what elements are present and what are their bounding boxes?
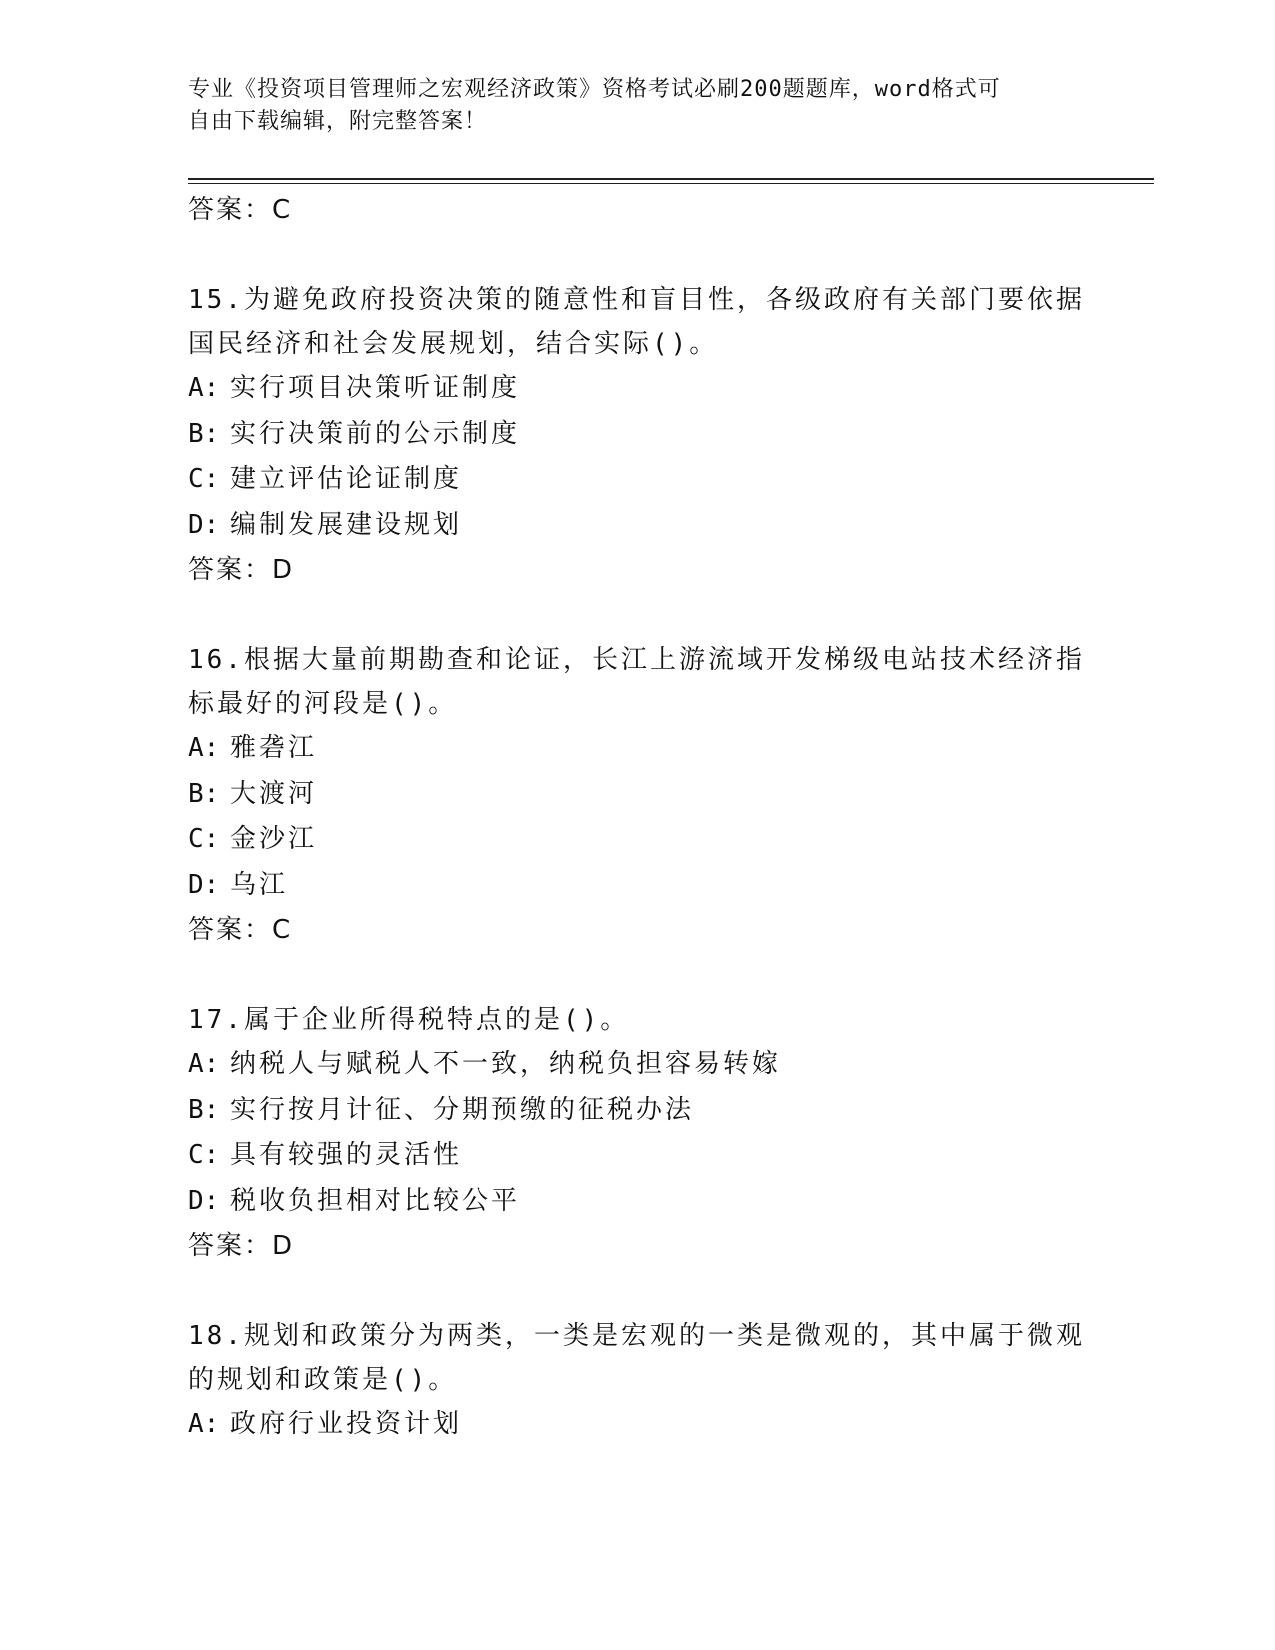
option-a (188, 1042, 1088, 1088)
option-a (188, 366, 1088, 412)
question-17 (188, 998, 1088, 1268)
option-text: 具有较强的灵活性 (230, 1140, 463, 1170)
option-key: A: (188, 1049, 220, 1079)
option-key: A: (188, 1409, 220, 1439)
option-d (188, 503, 1088, 549)
header-line-1: 专业《投资项目管理师之宏观经济政策》资格考试必刷200题题库，word格式可 (188, 77, 1001, 102)
answer-line: 答案：C (188, 195, 293, 225)
option-key: B: (188, 778, 220, 809)
option-key: A: (188, 373, 220, 403)
question-stem (188, 1314, 1088, 1402)
option-key: C: (188, 824, 220, 854)
option-key: C: (188, 1140, 220, 1170)
document-header (188, 74, 1068, 138)
option-d (188, 863, 1088, 909)
question-stem-line: 标最好的河段是()。 (188, 689, 458, 719)
header-line-2: 自由下载编辑，附完整答案！ (188, 109, 488, 134)
option-text: 实行按月计征、分期预缴的征税办法 (230, 1094, 695, 1125)
answer-line: 答案：D (188, 555, 295, 585)
question-16 (188, 638, 1088, 952)
question-stem-line: 17.属于企业所得税特点的是()。 (188, 1005, 630, 1035)
question-stem-line: 18.规划和政策分为两类，一类是宏观的一类是微观的，其中属于微观 (188, 1321, 1085, 1351)
header-divider-thick (188, 178, 1154, 180)
option-c (188, 817, 1088, 863)
option-b (188, 412, 1088, 458)
option-a (188, 1402, 1088, 1448)
option-key: D: (188, 1185, 220, 1216)
option-key: D: (188, 509, 220, 540)
option-key: B: (188, 1094, 220, 1125)
option-key: B: (188, 418, 220, 449)
question-stem-line: 15.为避免政府投资决策的随意性和盲目性，各级政府有关部门要依据 (188, 285, 1085, 315)
option-text: 纳税人与赋税人不一致，纳税负担容易转嫁 (230, 1049, 782, 1079)
option-text: 政府行业投资计划 (230, 1409, 463, 1439)
option-b (188, 772, 1088, 818)
question-list (188, 188, 1088, 1448)
option-text: 金沙江 (230, 824, 318, 854)
question-18 (188, 1314, 1088, 1448)
option-d (188, 1179, 1088, 1225)
option-c (188, 1133, 1088, 1179)
option-key: A: (188, 733, 220, 763)
option-a (188, 726, 1088, 772)
option-text: 雅砻江 (230, 733, 318, 763)
option-key: C: (188, 464, 220, 494)
option-text: 实行决策前的公示制度 (230, 418, 521, 449)
option-c (188, 457, 1088, 503)
header-divider-thin (188, 183, 1154, 184)
question-stem-line: 的规划和政策是()。 (188, 1365, 458, 1395)
option-text: 税收负担相对比较公平 (230, 1185, 521, 1216)
option-key: D: (188, 869, 220, 900)
option-b (188, 1088, 1088, 1134)
answer-line: 答案：D (188, 1231, 295, 1261)
question-stem (188, 998, 1088, 1042)
option-text: 建立评估论证制度 (230, 464, 463, 494)
question-stem (188, 278, 1088, 366)
option-text: 编制发展建设规划 (230, 509, 463, 540)
option-text: 乌江 (230, 869, 289, 900)
answer-line: 答案：C (188, 915, 293, 945)
question-stem-line: 国民经济和社会发展规划，结合实际()。 (188, 329, 719, 359)
option-text: 实行项目决策听证制度 (230, 373, 521, 403)
question-15 (188, 278, 1088, 592)
question-stem (188, 638, 1088, 726)
question-stem-line: 16.根据大量前期勘查和论证，长江上游流域开发梯级电站技术经济指 (188, 645, 1085, 675)
option-text: 大渡河 (230, 778, 318, 809)
